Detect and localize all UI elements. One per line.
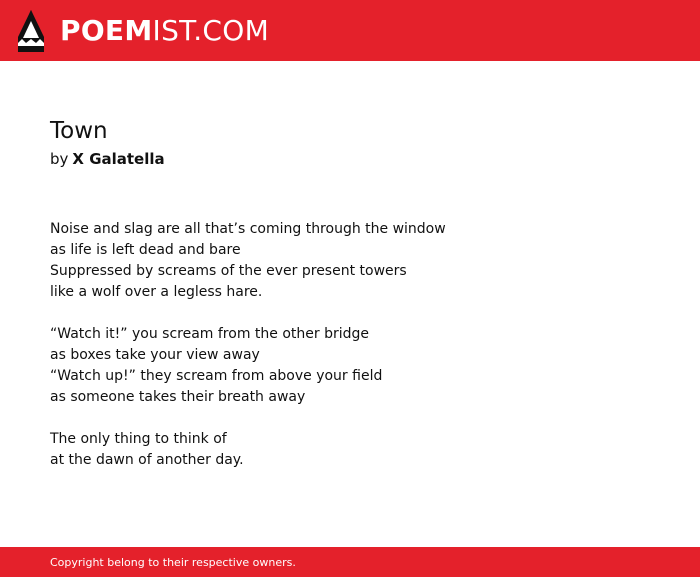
poem-body [50,219,650,492]
site-header [0,0,700,61]
site-logo-text [60,14,270,47]
poem-line: as life is left dead and bare [50,242,241,258]
byline-label: by [50,150,69,168]
poem-line: Noise and slag are all that’s coming through the window [50,221,446,237]
copyright-notice: Copyright belong to their respective owners. [50,556,296,569]
site-footer [0,547,700,577]
poem-stanza [50,324,650,408]
logo-light-text: IST.COM [152,14,270,47]
poem-line: “Watch up!” they scream from above your field [50,368,383,384]
logo-bold-text: POEM [60,14,153,47]
poem-line: at the dawn of another day. [50,452,244,468]
poem-line: as boxes take your view away [50,347,260,363]
poem-stanza [50,219,650,303]
poem-title: Town [50,118,108,144]
poem-line: as someone takes their breath away [50,389,306,405]
poem-stanza [50,429,650,471]
poem-line: like a wolf over a legless hare. [50,284,263,300]
pencil-icon [16,9,46,53]
poem-line: Suppressed by screams of the ever present towers [50,263,407,279]
poem-line: The only thing to think of [50,431,227,447]
poem-byline [50,149,165,169]
site-logo-link[interactable] [16,8,269,54]
poem-line: “Watch it!” you scream from the other bridge [50,326,369,342]
poem-author[interactable]: X Galatella [72,150,165,168]
